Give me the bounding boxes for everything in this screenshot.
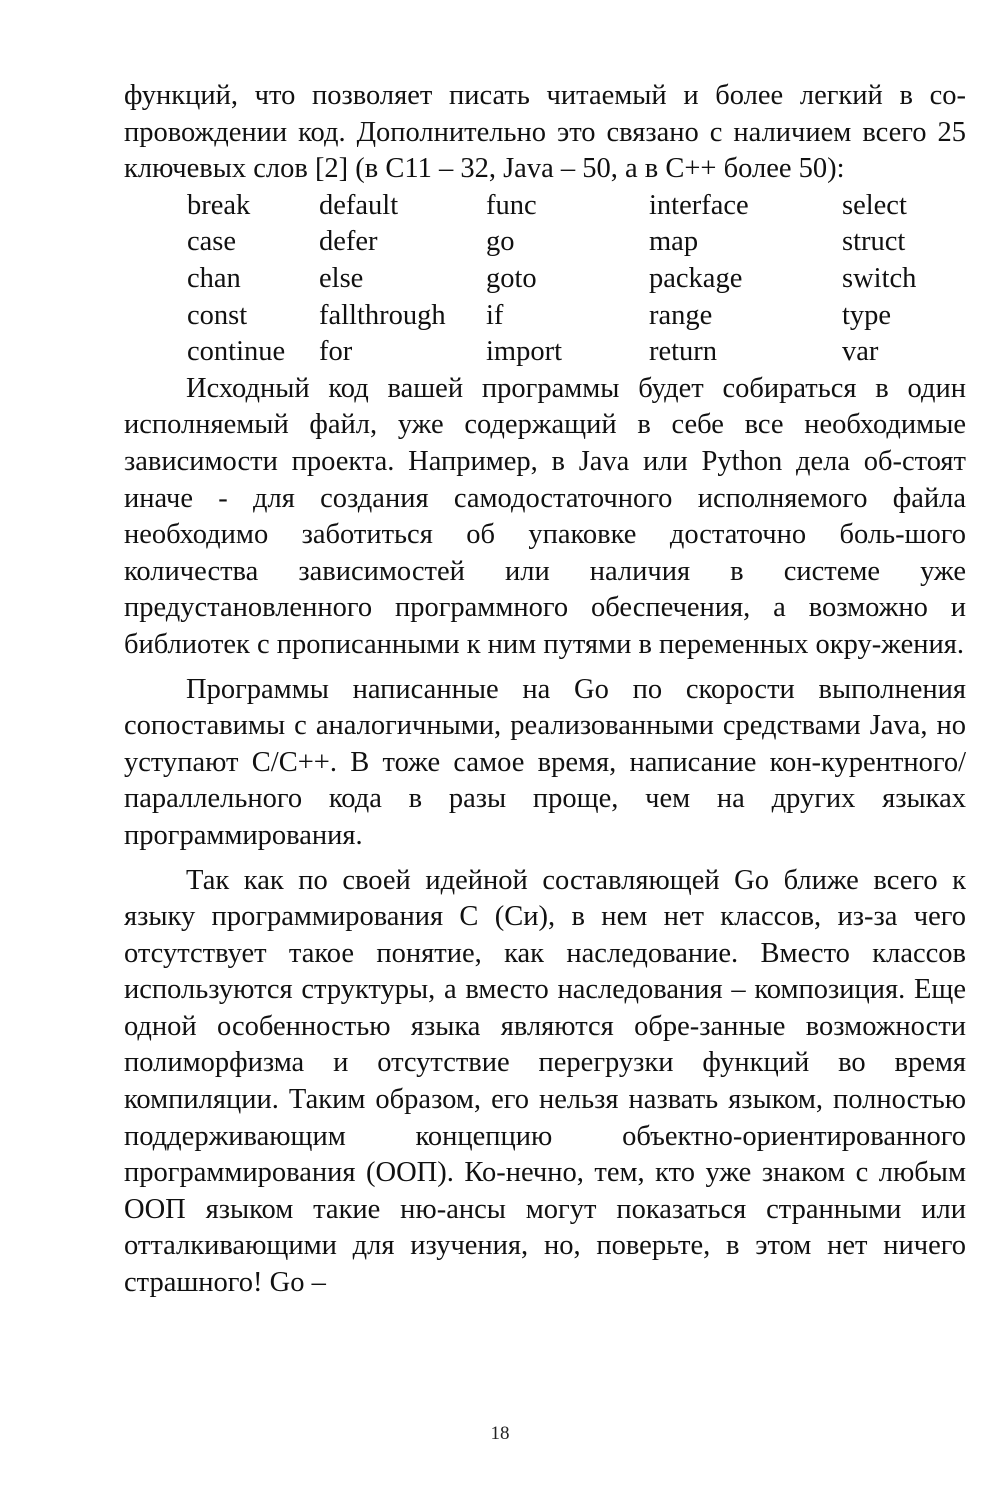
keyword: select bbox=[842, 189, 907, 221]
keyword: return bbox=[649, 336, 718, 368]
keyword: switch bbox=[842, 262, 917, 294]
intro-paragraph: функций, что позволяет писать читаемый и более легкий в со-провождении код. Дополнительно это связано с наличием всего 25 ключевых слов [2] (в C11 – 32, Java – 50, а в C++ более 50): bbox=[124, 80, 966, 185]
keyword: break bbox=[187, 189, 251, 221]
keywords-column-1 bbox=[187, 188, 285, 371]
page-number: 18 bbox=[490, 1423, 510, 1444]
keyword: map bbox=[649, 226, 699, 258]
keywords-column-3 bbox=[486, 188, 562, 371]
keyword: const bbox=[187, 299, 248, 331]
keywords-column-4 bbox=[649, 188, 749, 371]
keyword: var bbox=[842, 336, 879, 368]
page-content bbox=[124, 78, 966, 1302]
keyword: goto bbox=[486, 262, 537, 294]
keyword: package bbox=[649, 262, 743, 294]
paragraph-performance: Программы написанные на Go по скорости выполнения сопоставимы с аналогичными, реализованными средствами Java, но уступают C/C++. В тоже самое время, написание кон-курентного/параллельного кода в разы проще, чем на других языках программирования. bbox=[124, 673, 966, 851]
keyword: import bbox=[486, 336, 562, 368]
keywords-table bbox=[124, 188, 966, 371]
keyword: continue bbox=[187, 336, 286, 368]
keyword: else bbox=[319, 262, 364, 294]
keyword: for bbox=[319, 336, 353, 368]
keyword: struct bbox=[842, 226, 906, 258]
keyword: if bbox=[486, 299, 504, 331]
keyword: case bbox=[187, 226, 237, 258]
keyword: defer bbox=[319, 226, 378, 258]
keyword: chan bbox=[187, 262, 241, 294]
keywords-column-5 bbox=[842, 188, 916, 371]
paragraph-oop: Так как по своей идейной составляющей Go ближе всего к языку программирования С (Си), в нем нет классов, из-за чего отсутствует такое понятие, как наследование. Вместо классов используются структуры, а вместо наследования – композиция. Еще одной особенностью языка являются обре-занные возможности полиморфизма и отсутствие перегрузки функций во время компиляции. Таким образом, его нельзя назвать языком, полностью поддерживающим концепцию объектно-ориентированного программирования (ООП). Ко-нечно, тем, кто уже знаком с любым ООП языком такие ню-ансы могут показаться странными или отталкивающими для изучения, но, поверьте, в этом нет ничего страшного! Go – bbox=[124, 864, 966, 1299]
keyword: go bbox=[486, 226, 515, 258]
keyword: type bbox=[842, 299, 892, 331]
keyword: fallthrough bbox=[319, 299, 446, 331]
keyword: default bbox=[319, 189, 399, 221]
keyword: range bbox=[649, 299, 713, 331]
keywords-column-2 bbox=[319, 188, 446, 371]
keyword: func bbox=[486, 189, 537, 221]
paragraph-build: Исходный код вашей программы будет собираться в один исполняемый файл, уже содержащий в себе все необходимые зависимости проекта. Например, в Java или Python дела об-стоят иначе - для создания самодостаточного исполняемого файла необходимо заботиться об упаковке достаточно боль-шого количества зависимостей или наличия в системе уже предустановленного программного обеспечения, а возможно и библиотек с прописанными к ним путями в переменных окру-жения. bbox=[124, 372, 966, 660]
keyword: interface bbox=[649, 189, 749, 221]
